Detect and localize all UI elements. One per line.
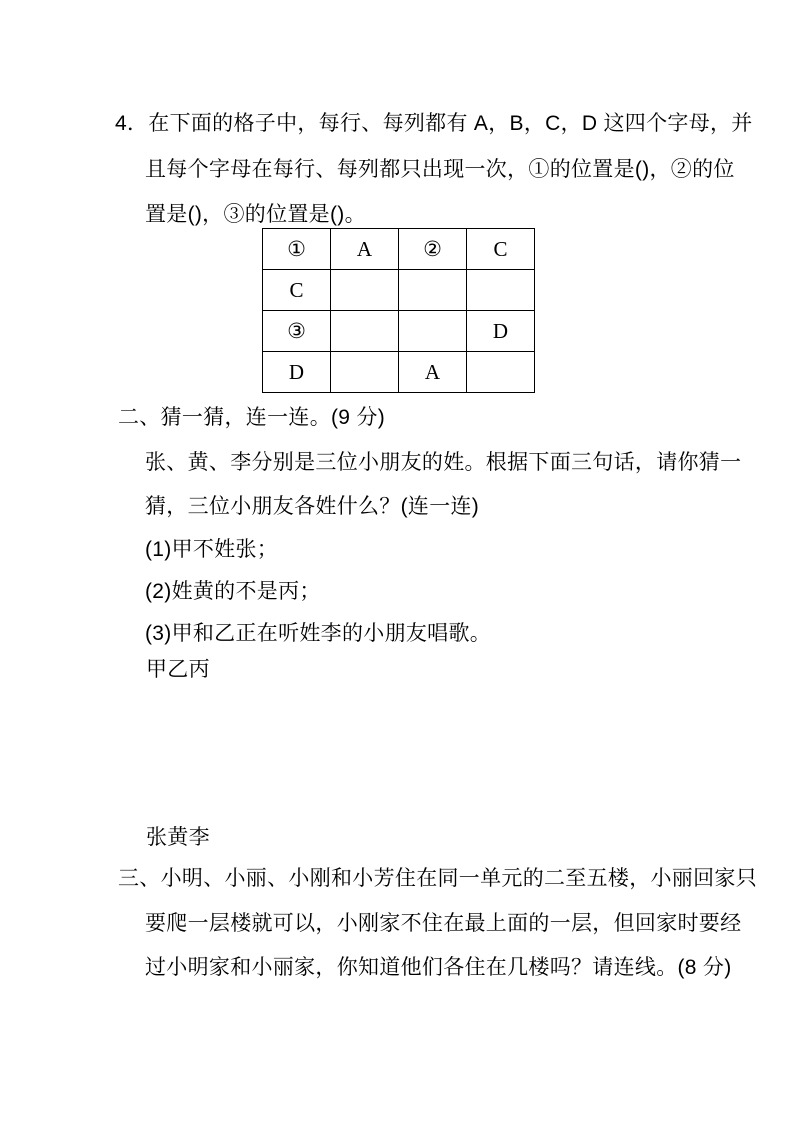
grid-cell: A bbox=[399, 352, 467, 393]
question2-clue-3: (3)甲和乙正在听姓李的小朋友唱歌。 bbox=[145, 622, 492, 645]
question3-line-2: 要爬一层楼就可以，小刚家不住在最上面的一层，但回家时要经 bbox=[145, 912, 742, 935]
grid-cell bbox=[331, 311, 399, 352]
grid-cell: C bbox=[263, 270, 331, 311]
grid-row bbox=[263, 352, 535, 393]
question2-intro-line-2: 猜，三位小朋友各姓什么？(连一连) bbox=[145, 495, 480, 518]
question4-line-1: 4．在下面的格子中，每行、每列都有 A，B，C，D 这四个字母，并 bbox=[115, 112, 753, 135]
grid-cell bbox=[467, 352, 535, 393]
grid-cell bbox=[399, 311, 467, 352]
question3-line-3: 过小明家和小丽家，你知道他们各住在几楼吗？请连线。(8 分) bbox=[145, 956, 732, 979]
grid-row bbox=[263, 229, 535, 270]
question4-letter-grid bbox=[262, 228, 535, 393]
grid-cell: D bbox=[467, 311, 535, 352]
grid-cell: D bbox=[263, 352, 331, 393]
question2-clue-1: (1)甲不姓张； bbox=[145, 538, 279, 561]
question2-match-bottom-row: 张黄李 bbox=[146, 826, 210, 849]
grid-cell bbox=[331, 270, 399, 311]
question2-intro-line-1: 张、黄、李分别是三位小朋友的姓。根据下面三句话，请你猜一 bbox=[145, 451, 742, 474]
grid-row bbox=[263, 311, 535, 352]
grid-cell bbox=[331, 352, 399, 393]
grid-cell bbox=[467, 270, 535, 311]
grid-cell: ③ bbox=[263, 311, 331, 352]
grid-cell: C bbox=[467, 229, 535, 270]
question4-line-2: 且每个字母在每行、每列都只出现一次，①的位置是()，②的位 bbox=[145, 158, 735, 181]
question2-clue-2: (2)姓黄的不是丙； bbox=[145, 580, 321, 603]
grid-cell: ① bbox=[263, 229, 331, 270]
question4-line-3: 置是()，③的位置是()。 bbox=[145, 203, 366, 226]
grid-row bbox=[263, 270, 535, 311]
grid-cell bbox=[399, 270, 467, 311]
question3-line-1: 三、小明、小丽、小刚和小芳住在同一单元的二至五楼，小丽回家只 bbox=[118, 867, 757, 890]
grid-cell: ② bbox=[399, 229, 467, 270]
question2-match-top-row: 甲乙丙 bbox=[146, 658, 210, 681]
grid-cell: A bbox=[331, 229, 399, 270]
question2-heading: 二、猜一猜，连一连。(9 分) bbox=[118, 406, 385, 429]
